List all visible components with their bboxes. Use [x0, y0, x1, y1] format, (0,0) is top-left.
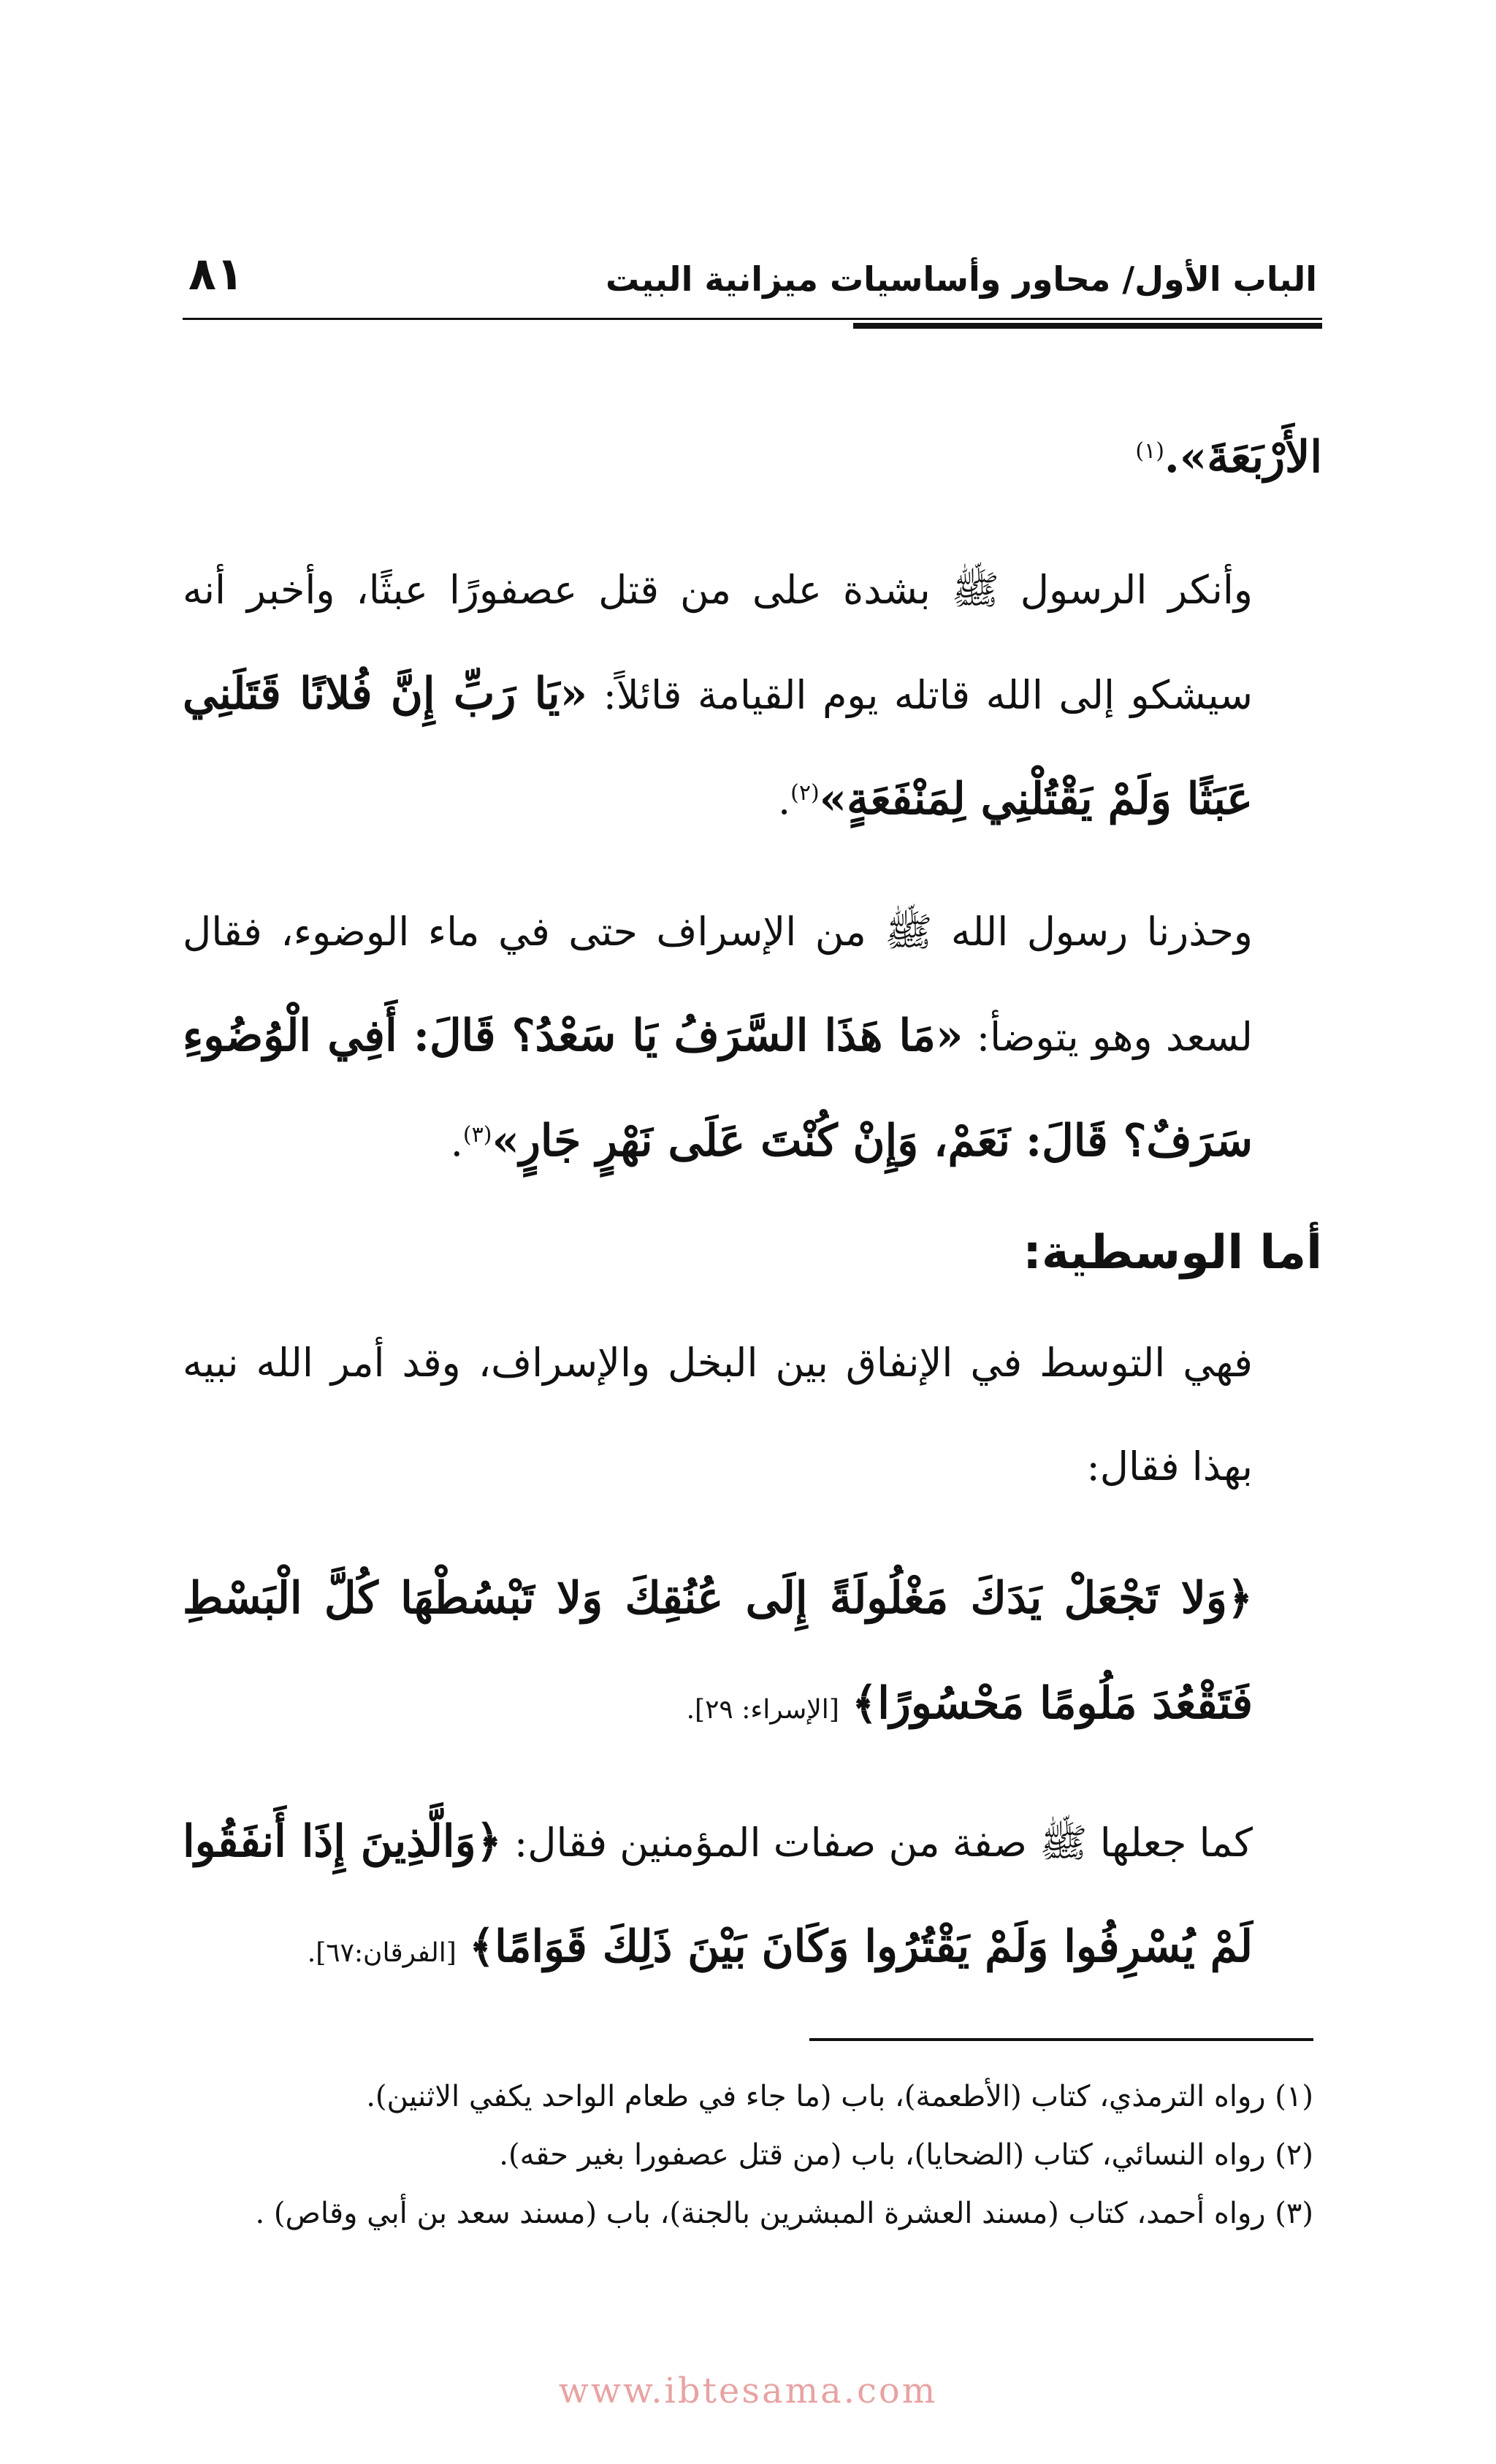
section-subheading: أما الوسطية: — [1023, 1226, 1322, 1280]
hadith-quote: «يَا رَبِّ إِنَّ فُلانًا قَتَلَنِي عَبَثًا وَلَمْ يَقْتُلْنِي لِمَنْفَعَةٍ» — [183, 668, 1253, 825]
header-rule-thick — [853, 323, 1322, 329]
header-rule-thin — [183, 318, 1322, 320]
main-text — [183, 405, 1322, 2005]
paragraph-ayah-isra — [183, 1546, 1322, 1762]
watermark: www.ibtesama.com — [558, 2370, 938, 2411]
hadith-ending: الأَرْبَعَةَ». — [1164, 432, 1322, 483]
footnote-marker: (١) — [1135, 438, 1164, 464]
verse-reference: [الإسراء: ٢٩]. — [686, 1695, 839, 1725]
hadith-quote: «مَا هَذَا السَّرَفُ يَا سَعْدُ؟ قَالَ: أَفِي الْوُضُوءِ سَرَفٌ؟ قَالَ: نَعَمْ، وَإِنْ كُنْتَ عَلَى نَهْرٍ جَارٍ» — [183, 1010, 1253, 1167]
paragraph-end: . — [777, 777, 791, 823]
paragraph-text: فهي التوسط في الإنفاق بين البخل والإسراف، وقد أمر الله نبيه بهذا فقال: — [183, 1340, 1253, 1490]
paragraph-text: وأنكر الرسول ﷺ بشدة على من قتل عصفورًا عبثًا، وأخبر أنه سيشكو إلى الله قاتله يوم القيامة قائلاً: — [183, 567, 1253, 718]
footnote-2: (٢) رواه النسائي، كتاب (الضحايا)، باب (من قتل عصفورا بغير حقه). — [499, 2138, 1313, 2172]
quran-verse: ﴿وَلا تَجْعَلْ يَدَكَ مَغْلُولَةً إِلَى عُنُقِكَ وَلا تَبْسُطْهَا كُلَّ الْبَسْطِ فَتَقْعُدَ مَلُومًا مَحْسُورًا﴾ — [183, 1573, 1253, 1729]
paragraph-wudu — [183, 880, 1322, 1194]
footnote-1: (١) رواه الترمذي، كتاب (الأطعمة)، باب (ما جاء في طعام الواحد يكفي الاثنين). — [366, 2080, 1313, 2113]
verse-reference: [الفرقان:٦٧]. — [307, 1938, 457, 1968]
footnote-marker: (٢) — [790, 780, 820, 806]
paragraph-sparrow — [183, 538, 1322, 853]
footnote-3: (٣) رواه أحمد، كتاب (مسند العشرة المبشرين بالجنة)، باب (مسند سعد بن أبي وقاص) . — [255, 2197, 1313, 2230]
paragraph-moderation — [183, 1311, 1322, 1519]
quran-verse: ﴿وَالَّذِينَ إِذَا أَنفَقُوا لَمْ يُسْرِفُوا وَلَمْ يَقْتُرُوا وَكَانَ بَيْنَ ذَلِكَ قَوَامًا﴾ — [183, 1816, 1253, 1972]
footnote-rule — [809, 2038, 1313, 2041]
paragraph-text: وحذرنا رسول الله ﷺ من الإسراف حتى في ماء الوضوء، فقال لسعد وهو يتوضأ: — [183, 909, 1253, 1060]
footnote-marker: (٣) — [462, 1122, 492, 1148]
page-number: ٨١ — [188, 247, 244, 300]
paragraph-text: كما جعلها ﷺ صفة من صفات المؤمنين فقال: — [501, 1820, 1253, 1866]
paragraph-ayah-furqan — [183, 1790, 1322, 2005]
footnotes — [174, 2067, 1313, 2243]
running-head: الباب الأول/ محاور وأساسيات ميزانية البيت — [606, 259, 1317, 299]
paragraph-continued — [183, 405, 1322, 511]
paragraph-end: . — [450, 1119, 463, 1165]
